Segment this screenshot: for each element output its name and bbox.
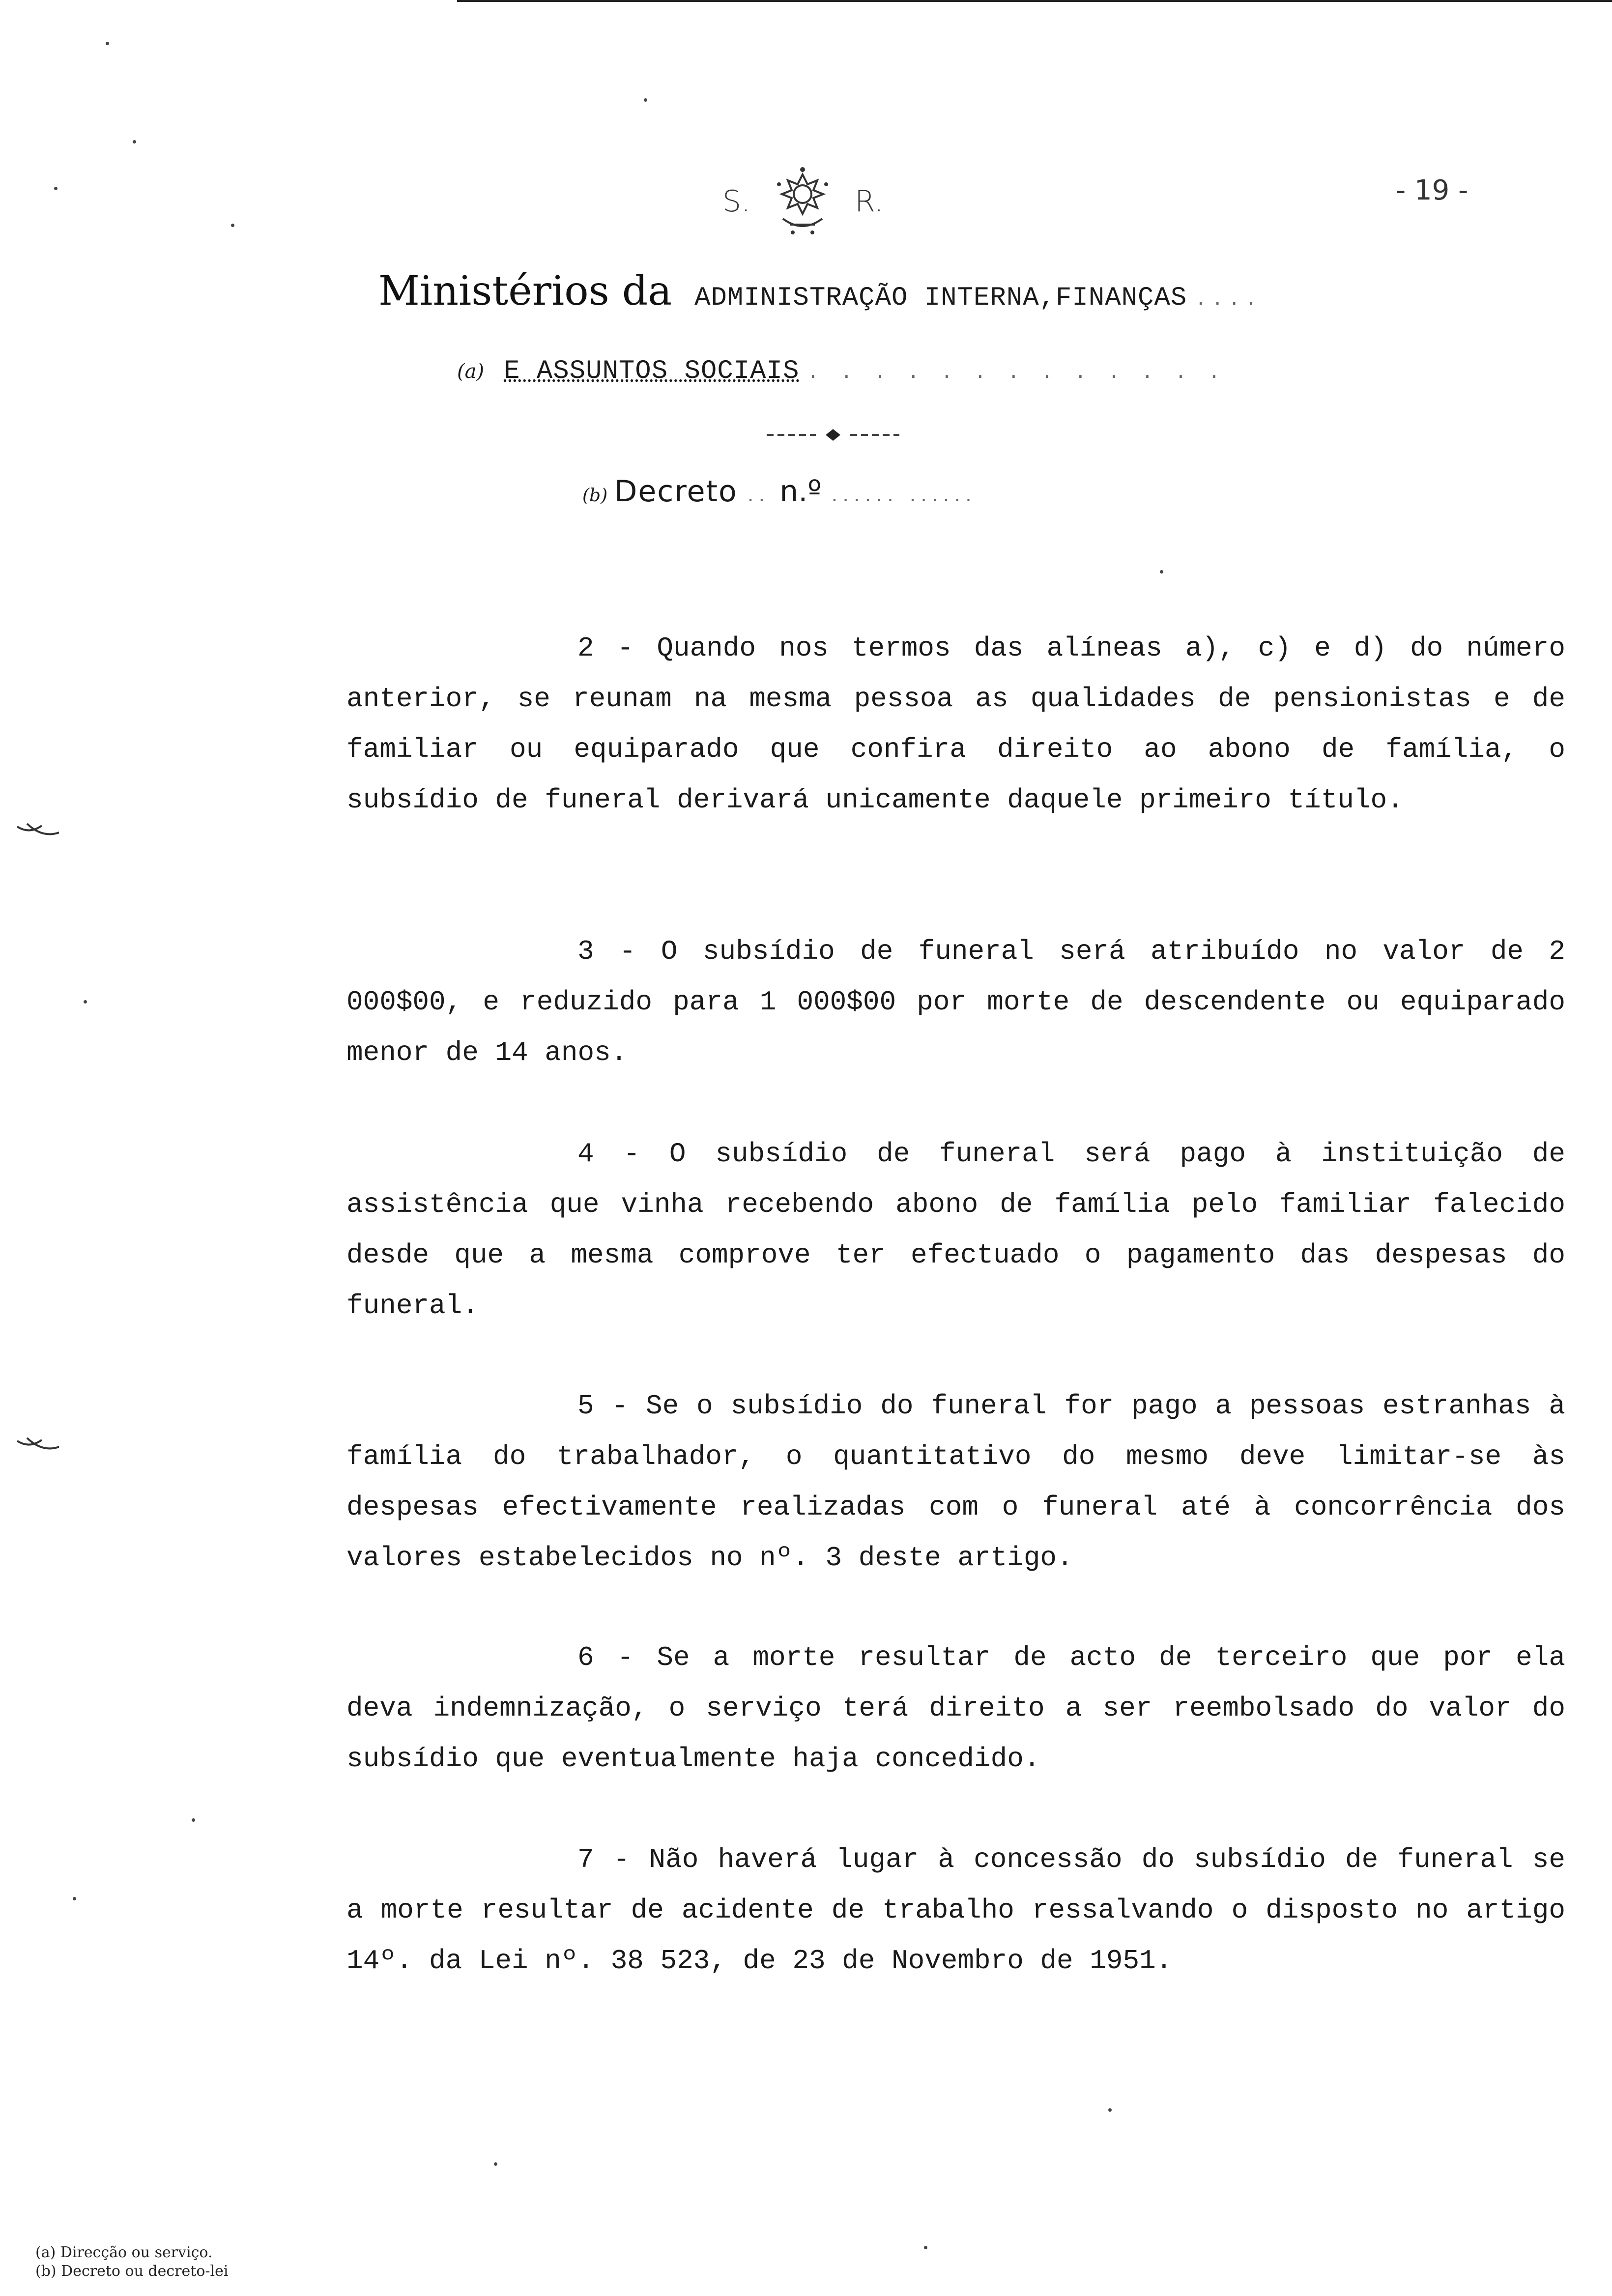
paper-speck: [644, 98, 647, 102]
ministry-departments: ADMINISTRAÇÃO INTERNA,FINANÇAS: [694, 283, 1187, 313]
ministry-heading: [378, 268, 1262, 315]
letterhead-seal: [722, 162, 884, 241]
paper-speck: [54, 187, 58, 190]
paper-speck: [924, 2246, 927, 2249]
paragraph-3: 3 - O subsídio de funeral será atribuído no valor de 2 000$00, e reduzido para 1 000$00 por morte de descendente ou equiparado menor de 14 anos.: [346, 936, 1565, 1068]
decree-label: Decreto: [614, 474, 738, 509]
paragraph-7: 7 - Não haverá lugar à concessão do subsídio de funeral se a morte resultar de acidente de trabalho ressalvando o disposto no artigo 14º. da Lei nº. 38 523, de 23 de Novembro de 1951.: [346, 1844, 1565, 1977]
page-number: - 19 -: [1396, 174, 1468, 206]
punch-hole-mark-icon: [15, 821, 59, 840]
fill-dots: ...... ......: [831, 484, 977, 506]
ministry-departments-cont: E ASSUNTOS SOCIAIS: [504, 356, 800, 386]
fill-dots: . . . . . . . . . . . . .: [807, 362, 1225, 384]
paper-speck: [73, 1897, 76, 1900]
top-border-line: [457, 0, 1612, 2]
paper-speck: [192, 1818, 195, 1822]
ministry-label: Ministérios da: [378, 268, 672, 315]
footnote-b: (b) Decreto ou decreto-lei: [35, 2263, 229, 2280]
decree-number-label: n.º: [779, 474, 822, 509]
fill-dots: ..: [747, 484, 770, 506]
fill-dots: ....: [1195, 289, 1262, 311]
coat-of-arms-icon: [768, 165, 837, 238]
paragraph-4: 4 - O subsídio de funeral será pago à instituição de assistência que vinha recebendo abono de família pelo familiar falecido desde que a mesma comprove ter efectuado o pagamento das despesas do funeral.: [346, 1138, 1565, 1321]
paragraph-5: 5 - Se o subsídio do funeral for pago a pessoas estranhas à família do trabalhador, o quantitativo do mesmo deve limitar-se às despesas efectivamente realizadas com o funeral até à concorrência dos valores estabelecidos no nº. 3 deste artigo.: [346, 1390, 1565, 1574]
paper-speck: [106, 42, 109, 45]
paper-speck: [84, 1000, 87, 1004]
footnote-marker-b: (b): [582, 486, 608, 506]
footnotes: [35, 2243, 228, 2281]
paragraph-6: 6 - Se a morte resultar de acto de terceiro que por ela deva indemnização, o serviço terá direito a ser reembolsado do valor do subsídio que eventualmente haja concedido.: [346, 1642, 1565, 1775]
seal-right-letter: R.: [855, 184, 884, 219]
footnote-a: (a) Direcção ou serviço.: [35, 2244, 213, 2261]
paper-speck: [231, 224, 234, 227]
punch-hole-mark-icon: [15, 1435, 59, 1455]
ornament-divider-icon: [767, 428, 899, 442]
paper-speck: [1108, 2108, 1112, 2112]
decree-heading: [582, 474, 986, 509]
footnote-marker-a: (a): [457, 360, 485, 383]
paragraph-2: 2 - Quando nos termos das alíneas a), c) e d) do número anterior, se reunam na mesma pessoa as qualidades de pensionistas e de familiar ou equiparado que confira direito ao abono de família, o subsídio de funeral derivará unicamente daquele primeiro título.: [346, 632, 1565, 816]
paper-speck: [133, 140, 136, 144]
paper-speck: [1160, 570, 1163, 574]
ministry-heading-continuation: [457, 356, 1225, 386]
seal-left-letter: S.: [722, 184, 751, 219]
paper-speck: [494, 2162, 497, 2166]
